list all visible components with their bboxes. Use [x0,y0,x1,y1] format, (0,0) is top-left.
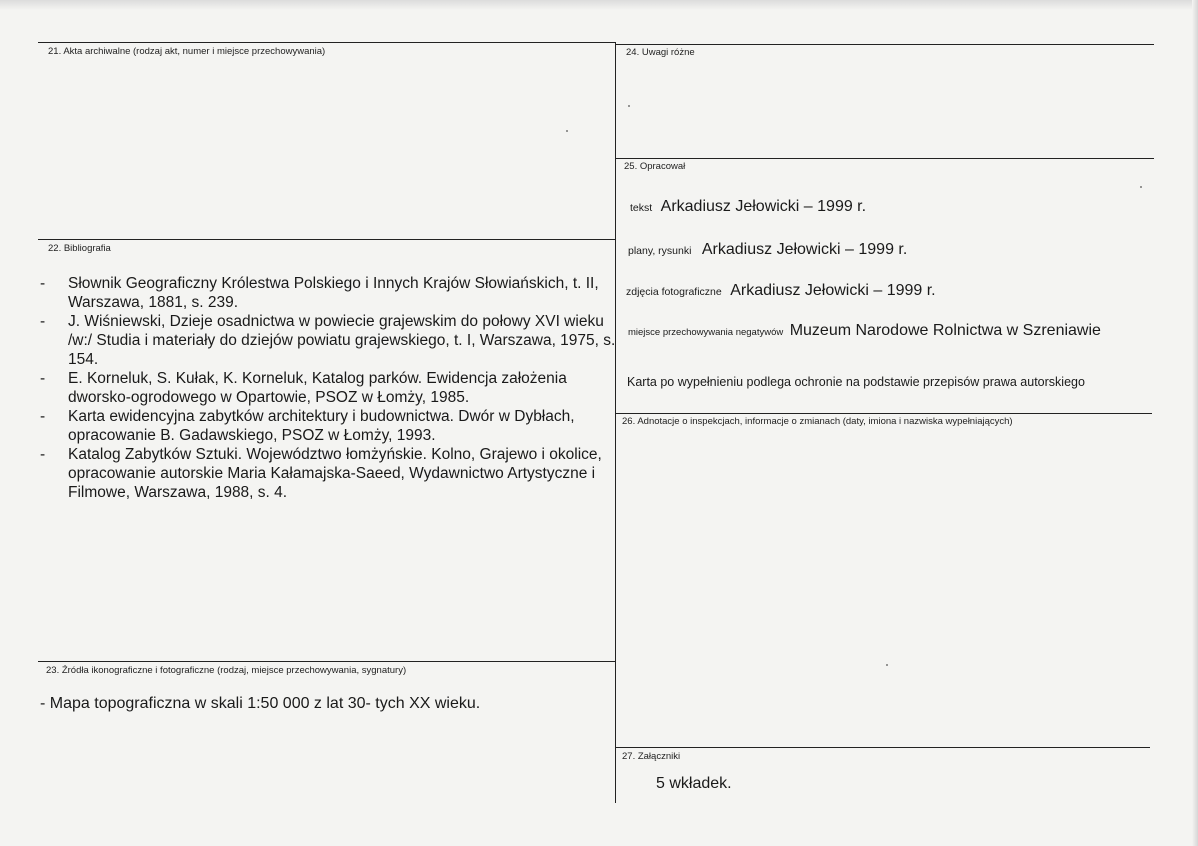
bibliography-item: - J. Wiśniewski, Dzieje osadnictwa w powiecie grajewskim do połowy XVI wieku /w:/ Studia i materiały do dziejów powiatu grajewskiego, t. I, Warszawa, 1975, s. 154. [40,312,616,369]
section-22-label: 22. Bibliografia [48,243,111,254]
rule-26 [616,413,1152,414]
scan-edge-top [0,0,1198,10]
text-author-label: tekst [630,202,653,214]
section-24-label: 24. Uwagi różne [626,47,695,58]
negatives-location-label: miejsce przechowywania negatywów [628,327,784,338]
drawings-author-row [628,241,907,259]
rule-25 [616,158,1154,159]
rule-24 [616,44,1154,45]
bibliography-item: - Karta ewidencyjna zabytków architektury i budownictwa. Dwór w Dybłach, opracowanie B. Gadawskiego, PSOZ w Łomży, 1993. [40,407,616,445]
section-25-label: 25. Opracował [624,161,686,172]
section-23-label: 23. Źródła ikonograficzne i fotograficzne (rodzaj, miejsce przechowywania, sygnatury) [46,665,407,676]
scan-speck [566,130,568,132]
rule-23 [38,661,616,662]
rule-22 [38,239,616,240]
section-26-label: 26. Adnotacje o inspekcjach, informacje o zmianach (daty, imiona i nazwiska wypełniających) [622,416,1013,427]
photos-author-value: Arkadiusz Jełowicki – 1999 r. [730,282,936,299]
section-27-label: 27. Załączniki [622,751,681,762]
text-author-row [630,198,866,216]
negatives-location-row [628,322,1101,340]
negatives-location-value: Muzeum Narodowe Rolnictwa w Szreniawie [789,322,1101,339]
attachments-value: 5 wkładek. [656,775,732,792]
bibliography-item: - Katalog Zabytków Sztuki. Województwo łomżyńskie. Kolno, Grajewo i okolice, opracowanie autorskie Maria Kałamajska-Saeed, Wydawnictwo Artystyczne i Filmowe, Warszawa, 1988, s. 4. [40,445,616,502]
text-author-value: Arkadiusz Jełowicki – 1999 r. [660,198,867,215]
section-21-label: 21. Akta archiwalne (rodzaj akt, numer i miejsce przechowywania) [48,46,326,57]
scan-speck [1140,186,1142,188]
iconographic-source: - Mapa topograficzna w skali 1:50 000 z lat 30- tych XX wieku. [40,695,481,712]
bibliography-item: - E. Korneluk, S. Kułak, K. Korneluk, Katalog parków. Ewidencja założenia dworsko-ogrodowego w Opartowie, PSOZ w Łomży, 1985. [40,369,616,407]
bibliography-item: - Słownik Geograficzny Królestwa Polskiego i Innych Krajów Słowiańskich, t. II, Warszawa, 1881, s. 239. [40,274,616,312]
rule-27 [616,747,1150,748]
photos-author-row [626,282,936,300]
scan-speck [886,664,888,666]
scan-speck [628,105,630,107]
drawings-author-label: plany, rysunki [628,245,692,257]
drawings-author-value: Arkadiusz Jełowicki – 1999 r. [701,241,908,258]
copyright-note: Karta po wypełnieniu podlega ochronie na podstawie przepisów prawa autorskiego [627,375,1085,389]
bibliography-list [40,274,616,502]
rule-21 [38,42,616,43]
photos-author-label: zdjęcia fotograficzne [626,286,722,298]
scan-edge-right [1192,0,1198,846]
